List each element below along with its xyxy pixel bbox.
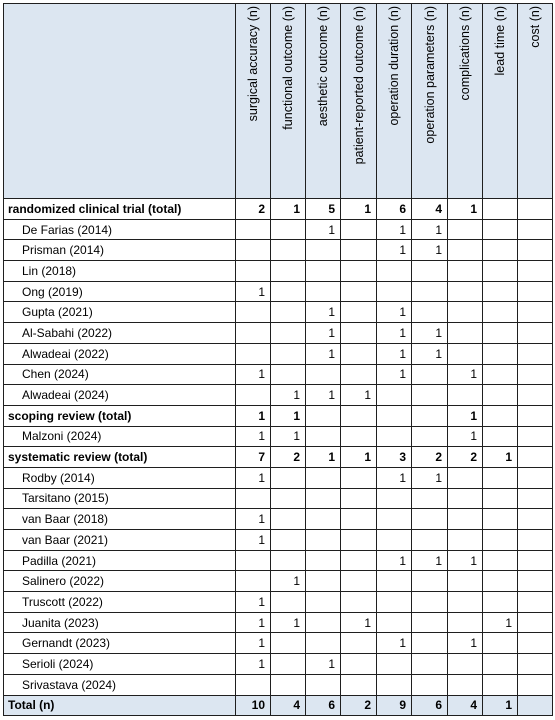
count-cell bbox=[448, 281, 483, 302]
row-label: scoping review (total) bbox=[4, 405, 236, 426]
count-cell bbox=[236, 674, 271, 695]
row-label: Alwadeai (2022) bbox=[4, 343, 236, 364]
column-header bbox=[271, 4, 306, 199]
count-cell bbox=[483, 199, 518, 220]
count-cell: 2 bbox=[448, 447, 483, 468]
count-cell bbox=[341, 261, 377, 282]
count-cell bbox=[518, 261, 553, 282]
count-cell bbox=[341, 633, 377, 654]
count-cell: 1 bbox=[412, 343, 448, 364]
count-cell: 1 bbox=[236, 592, 271, 613]
count-cell bbox=[377, 571, 412, 592]
count-cell: 1 bbox=[377, 343, 412, 364]
count-cell: 1 bbox=[377, 219, 412, 240]
count-cell bbox=[518, 364, 553, 385]
count-cell bbox=[518, 467, 553, 488]
count-cell: 1 bbox=[483, 447, 518, 468]
count-cell: 1 bbox=[412, 550, 448, 571]
count-cell bbox=[518, 302, 553, 323]
row-label: Rodby (2014) bbox=[4, 467, 236, 488]
count-cell bbox=[448, 343, 483, 364]
row-label: Total (n) bbox=[4, 695, 236, 716]
row-label: Chen (2024) bbox=[4, 364, 236, 385]
table-row bbox=[4, 633, 553, 654]
count-cell bbox=[518, 633, 553, 654]
count-cell bbox=[483, 654, 518, 675]
count-cell bbox=[271, 674, 306, 695]
row-label: Malzoni (2024) bbox=[4, 426, 236, 447]
count-cell bbox=[341, 343, 377, 364]
row-label: randomized clinical trial (total) bbox=[4, 199, 236, 220]
count-cell: 10 bbox=[236, 695, 271, 716]
count-cell: 1 bbox=[341, 385, 377, 406]
count-cell bbox=[483, 261, 518, 282]
count-cell: 4 bbox=[412, 199, 448, 220]
table-row bbox=[4, 240, 553, 261]
count-cell bbox=[341, 530, 377, 551]
count-cell bbox=[271, 509, 306, 530]
row-label: Srivastava (2024) bbox=[4, 674, 236, 695]
count-cell: 9 bbox=[377, 695, 412, 716]
count-cell bbox=[483, 633, 518, 654]
table-row bbox=[4, 509, 553, 530]
count-cell: 1 bbox=[412, 219, 448, 240]
count-cell bbox=[518, 509, 553, 530]
count-cell bbox=[271, 592, 306, 613]
count-cell bbox=[271, 261, 306, 282]
count-cell bbox=[483, 426, 518, 447]
count-cell bbox=[341, 654, 377, 675]
count-cell: 1 bbox=[306, 219, 341, 240]
column-header bbox=[306, 4, 341, 199]
row-label: Gupta (2021) bbox=[4, 302, 236, 323]
table-row bbox=[4, 323, 553, 344]
count-cell bbox=[306, 467, 341, 488]
count-cell bbox=[448, 323, 483, 344]
count-cell bbox=[483, 509, 518, 530]
count-cell: 1 bbox=[448, 405, 483, 426]
count-cell bbox=[306, 488, 341, 509]
corner-cell bbox=[4, 4, 236, 199]
count-cell bbox=[271, 488, 306, 509]
count-cell: 1 bbox=[236, 654, 271, 675]
count-cell: 1 bbox=[306, 323, 341, 344]
row-label: Al-Sabahi (2022) bbox=[4, 323, 236, 344]
count-cell: 4 bbox=[271, 695, 306, 716]
column-header-label: complications (n) bbox=[458, 6, 472, 101]
count-cell: 1 bbox=[412, 323, 448, 344]
count-cell: 3 bbox=[377, 447, 412, 468]
column-header-label: cost (n) bbox=[528, 6, 542, 48]
column-header bbox=[412, 4, 448, 199]
count-cell bbox=[236, 488, 271, 509]
table-row bbox=[4, 281, 553, 302]
count-cell: 2 bbox=[236, 199, 271, 220]
count-cell bbox=[448, 612, 483, 633]
count-cell bbox=[412, 509, 448, 530]
count-cell bbox=[483, 550, 518, 571]
count-cell: 1 bbox=[448, 550, 483, 571]
count-cell bbox=[483, 219, 518, 240]
column-header bbox=[448, 4, 483, 199]
count-cell bbox=[271, 240, 306, 261]
count-cell: 1 bbox=[483, 612, 518, 633]
column-header bbox=[236, 4, 271, 199]
row-label: Alwadeai (2024) bbox=[4, 385, 236, 406]
count-cell bbox=[448, 592, 483, 613]
count-cell bbox=[412, 592, 448, 613]
count-cell bbox=[412, 302, 448, 323]
row-label: Serioli (2024) bbox=[4, 654, 236, 675]
count-cell: 1 bbox=[236, 612, 271, 633]
count-cell bbox=[236, 550, 271, 571]
count-cell: 1 bbox=[271, 385, 306, 406]
table-row bbox=[4, 364, 553, 385]
count-cell bbox=[483, 323, 518, 344]
count-cell bbox=[341, 405, 377, 426]
count-cell bbox=[271, 323, 306, 344]
count-cell: 2 bbox=[271, 447, 306, 468]
count-cell bbox=[341, 281, 377, 302]
count-cell bbox=[448, 302, 483, 323]
count-cell bbox=[448, 530, 483, 551]
count-cell: 1 bbox=[377, 364, 412, 385]
count-cell bbox=[448, 488, 483, 509]
count-cell: 1 bbox=[306, 447, 341, 468]
count-cell: 7 bbox=[236, 447, 271, 468]
count-cell bbox=[377, 405, 412, 426]
count-cell bbox=[412, 674, 448, 695]
count-cell bbox=[483, 571, 518, 592]
count-cell bbox=[377, 509, 412, 530]
column-header-label: aesthetic outcome (n) bbox=[316, 6, 330, 127]
count-cell bbox=[518, 219, 553, 240]
group-row bbox=[4, 447, 553, 468]
count-cell: 1 bbox=[341, 447, 377, 468]
count-cell bbox=[306, 261, 341, 282]
column-header bbox=[483, 4, 518, 199]
count-cell bbox=[271, 633, 306, 654]
row-label: systematic review (total) bbox=[4, 447, 236, 468]
table-row bbox=[4, 612, 553, 633]
count-cell bbox=[518, 343, 553, 364]
count-cell bbox=[236, 323, 271, 344]
count-cell: 1 bbox=[341, 612, 377, 633]
count-cell bbox=[518, 488, 553, 509]
count-cell bbox=[518, 426, 553, 447]
column-header bbox=[518, 4, 553, 199]
count-cell bbox=[341, 302, 377, 323]
count-cell bbox=[412, 571, 448, 592]
count-cell: 1 bbox=[448, 633, 483, 654]
column-header-label: operation parameters (n) bbox=[422, 6, 437, 144]
row-label: van Baar (2021) bbox=[4, 530, 236, 551]
count-cell bbox=[271, 343, 306, 364]
count-cell: 1 bbox=[377, 467, 412, 488]
count-cell bbox=[236, 385, 271, 406]
group-row bbox=[4, 199, 553, 220]
count-cell bbox=[306, 509, 341, 530]
table-body bbox=[4, 199, 553, 716]
count-cell bbox=[518, 612, 553, 633]
count-cell: 1 bbox=[271, 405, 306, 426]
count-cell bbox=[271, 654, 306, 675]
count-cell bbox=[448, 509, 483, 530]
count-cell bbox=[518, 447, 553, 468]
count-cell bbox=[518, 550, 553, 571]
count-cell bbox=[518, 240, 553, 261]
count-cell: 1 bbox=[236, 426, 271, 447]
count-cell bbox=[341, 674, 377, 695]
count-cell bbox=[377, 612, 412, 633]
count-cell bbox=[483, 364, 518, 385]
count-cell: 1 bbox=[483, 695, 518, 716]
count-cell bbox=[412, 488, 448, 509]
count-cell bbox=[306, 281, 341, 302]
count-cell bbox=[306, 633, 341, 654]
count-cell: 1 bbox=[306, 343, 341, 364]
count-cell bbox=[483, 530, 518, 551]
count-cell bbox=[483, 343, 518, 364]
count-cell: 1 bbox=[236, 530, 271, 551]
count-cell bbox=[448, 674, 483, 695]
row-label: Juanita (2023) bbox=[4, 612, 236, 633]
count-cell bbox=[412, 261, 448, 282]
count-cell bbox=[412, 530, 448, 551]
count-cell bbox=[306, 612, 341, 633]
count-cell: 1 bbox=[306, 302, 341, 323]
count-cell: 4 bbox=[448, 695, 483, 716]
count-cell bbox=[518, 323, 553, 344]
count-cell bbox=[448, 385, 483, 406]
row-label: Padilla (2021) bbox=[4, 550, 236, 571]
count-cell bbox=[236, 302, 271, 323]
count-cell bbox=[236, 240, 271, 261]
count-cell bbox=[448, 261, 483, 282]
count-cell: 1 bbox=[271, 199, 306, 220]
count-cell bbox=[483, 240, 518, 261]
count-cell: 2 bbox=[341, 695, 377, 716]
count-cell: 1 bbox=[306, 385, 341, 406]
total-row bbox=[4, 695, 553, 716]
count-cell bbox=[306, 405, 341, 426]
count-cell: 1 bbox=[236, 281, 271, 302]
count-cell bbox=[483, 467, 518, 488]
header-row bbox=[4, 4, 553, 199]
count-cell: 1 bbox=[377, 633, 412, 654]
row-label: Salinero (2022) bbox=[4, 571, 236, 592]
count-cell bbox=[483, 488, 518, 509]
count-cell bbox=[341, 592, 377, 613]
count-cell bbox=[271, 467, 306, 488]
count-cell bbox=[236, 261, 271, 282]
count-cell bbox=[306, 592, 341, 613]
count-cell bbox=[271, 302, 306, 323]
table-row bbox=[4, 302, 553, 323]
count-cell bbox=[341, 426, 377, 447]
count-cell bbox=[271, 550, 306, 571]
count-cell: 1 bbox=[448, 364, 483, 385]
count-cell bbox=[518, 530, 553, 551]
table-row bbox=[4, 467, 553, 488]
row-label: Ong (2019) bbox=[4, 281, 236, 302]
count-cell bbox=[377, 488, 412, 509]
table-row bbox=[4, 343, 553, 364]
count-cell bbox=[412, 633, 448, 654]
count-cell: 1 bbox=[271, 612, 306, 633]
table-row bbox=[4, 550, 553, 571]
count-cell bbox=[341, 488, 377, 509]
row-label: Tarsitano (2015) bbox=[4, 488, 236, 509]
count-cell: 1 bbox=[412, 467, 448, 488]
column-header-label: operation duration (n) bbox=[387, 6, 401, 126]
group-row bbox=[4, 405, 553, 426]
count-cell bbox=[271, 219, 306, 240]
count-cell bbox=[341, 550, 377, 571]
column-header-label: functional outcome (n) bbox=[281, 6, 295, 130]
count-cell bbox=[271, 364, 306, 385]
table-row bbox=[4, 674, 553, 695]
count-cell: 1 bbox=[306, 654, 341, 675]
count-cell: 1 bbox=[412, 240, 448, 261]
count-cell bbox=[448, 240, 483, 261]
count-cell: 1 bbox=[377, 550, 412, 571]
count-cell bbox=[448, 571, 483, 592]
count-cell: 1 bbox=[236, 364, 271, 385]
row-label: Truscott (2022) bbox=[4, 592, 236, 613]
count-cell bbox=[236, 343, 271, 364]
count-cell bbox=[518, 199, 553, 220]
count-cell bbox=[377, 385, 412, 406]
count-cell bbox=[341, 219, 377, 240]
column-header-label: surgical accuracy (n) bbox=[246, 6, 260, 122]
row-label: Gernandt (2023) bbox=[4, 633, 236, 654]
count-cell bbox=[412, 612, 448, 633]
count-cell bbox=[377, 261, 412, 282]
row-label: van Baar (2018) bbox=[4, 509, 236, 530]
count-cell bbox=[306, 550, 341, 571]
count-cell bbox=[341, 467, 377, 488]
count-cell bbox=[412, 364, 448, 385]
table-row bbox=[4, 385, 553, 406]
table-row bbox=[4, 530, 553, 551]
count-cell: 1 bbox=[236, 467, 271, 488]
count-cell bbox=[518, 654, 553, 675]
count-cell bbox=[341, 509, 377, 530]
count-cell bbox=[518, 281, 553, 302]
row-label: Prisman (2014) bbox=[4, 240, 236, 261]
table-row bbox=[4, 219, 553, 240]
count-cell bbox=[412, 385, 448, 406]
count-cell: 1 bbox=[448, 199, 483, 220]
count-cell: 6 bbox=[377, 199, 412, 220]
count-cell bbox=[483, 405, 518, 426]
count-cell bbox=[271, 281, 306, 302]
column-header bbox=[377, 4, 412, 199]
table-row bbox=[4, 592, 553, 613]
count-cell bbox=[412, 405, 448, 426]
count-cell bbox=[341, 571, 377, 592]
table-row bbox=[4, 571, 553, 592]
count-cell bbox=[377, 674, 412, 695]
count-cell bbox=[306, 571, 341, 592]
count-cell bbox=[448, 654, 483, 675]
table-row bbox=[4, 261, 553, 282]
count-cell bbox=[306, 364, 341, 385]
count-cell bbox=[518, 674, 553, 695]
column-header bbox=[341, 4, 377, 199]
count-cell bbox=[377, 530, 412, 551]
count-cell bbox=[412, 426, 448, 447]
count-cell bbox=[306, 674, 341, 695]
count-cell bbox=[377, 281, 412, 302]
count-cell: 6 bbox=[412, 695, 448, 716]
count-cell: 1 bbox=[377, 240, 412, 261]
count-cell bbox=[341, 364, 377, 385]
table-row bbox=[4, 426, 553, 447]
count-cell bbox=[518, 592, 553, 613]
count-cell: 1 bbox=[377, 302, 412, 323]
table-row bbox=[4, 488, 553, 509]
count-cell: 1 bbox=[341, 199, 377, 220]
count-cell bbox=[236, 219, 271, 240]
count-cell bbox=[236, 571, 271, 592]
count-cell: 1 bbox=[377, 323, 412, 344]
table-row bbox=[4, 654, 553, 675]
count-cell bbox=[448, 219, 483, 240]
count-cell bbox=[412, 654, 448, 675]
count-cell bbox=[518, 695, 553, 716]
count-cell bbox=[306, 240, 341, 261]
count-cell bbox=[483, 281, 518, 302]
count-cell bbox=[483, 302, 518, 323]
column-header-label: lead time (n) bbox=[493, 6, 507, 76]
count-cell: 5 bbox=[306, 199, 341, 220]
count-cell: 1 bbox=[448, 426, 483, 447]
count-cell bbox=[448, 467, 483, 488]
count-cell bbox=[518, 405, 553, 426]
count-cell bbox=[483, 385, 518, 406]
count-cell: 1 bbox=[271, 426, 306, 447]
count-cell bbox=[518, 385, 553, 406]
count-cell bbox=[377, 426, 412, 447]
row-label: De Farias (2014) bbox=[4, 219, 236, 240]
count-cell: 1 bbox=[271, 571, 306, 592]
outcomes-table bbox=[3, 3, 553, 716]
count-cell bbox=[271, 530, 306, 551]
count-cell: 1 bbox=[236, 633, 271, 654]
count-cell: 1 bbox=[236, 509, 271, 530]
count-cell: 1 bbox=[236, 405, 271, 426]
count-cell bbox=[377, 654, 412, 675]
count-cell bbox=[483, 674, 518, 695]
row-label: Lin (2018) bbox=[4, 261, 236, 282]
count-cell bbox=[306, 530, 341, 551]
count-cell bbox=[377, 592, 412, 613]
count-cell bbox=[483, 592, 518, 613]
count-cell bbox=[306, 426, 341, 447]
count-cell bbox=[518, 571, 553, 592]
count-cell bbox=[341, 323, 377, 344]
count-cell bbox=[412, 281, 448, 302]
count-cell: 2 bbox=[412, 447, 448, 468]
count-cell: 6 bbox=[306, 695, 341, 716]
count-cell bbox=[341, 240, 377, 261]
column-header-label: patient-reported outcome (n) bbox=[351, 6, 366, 165]
